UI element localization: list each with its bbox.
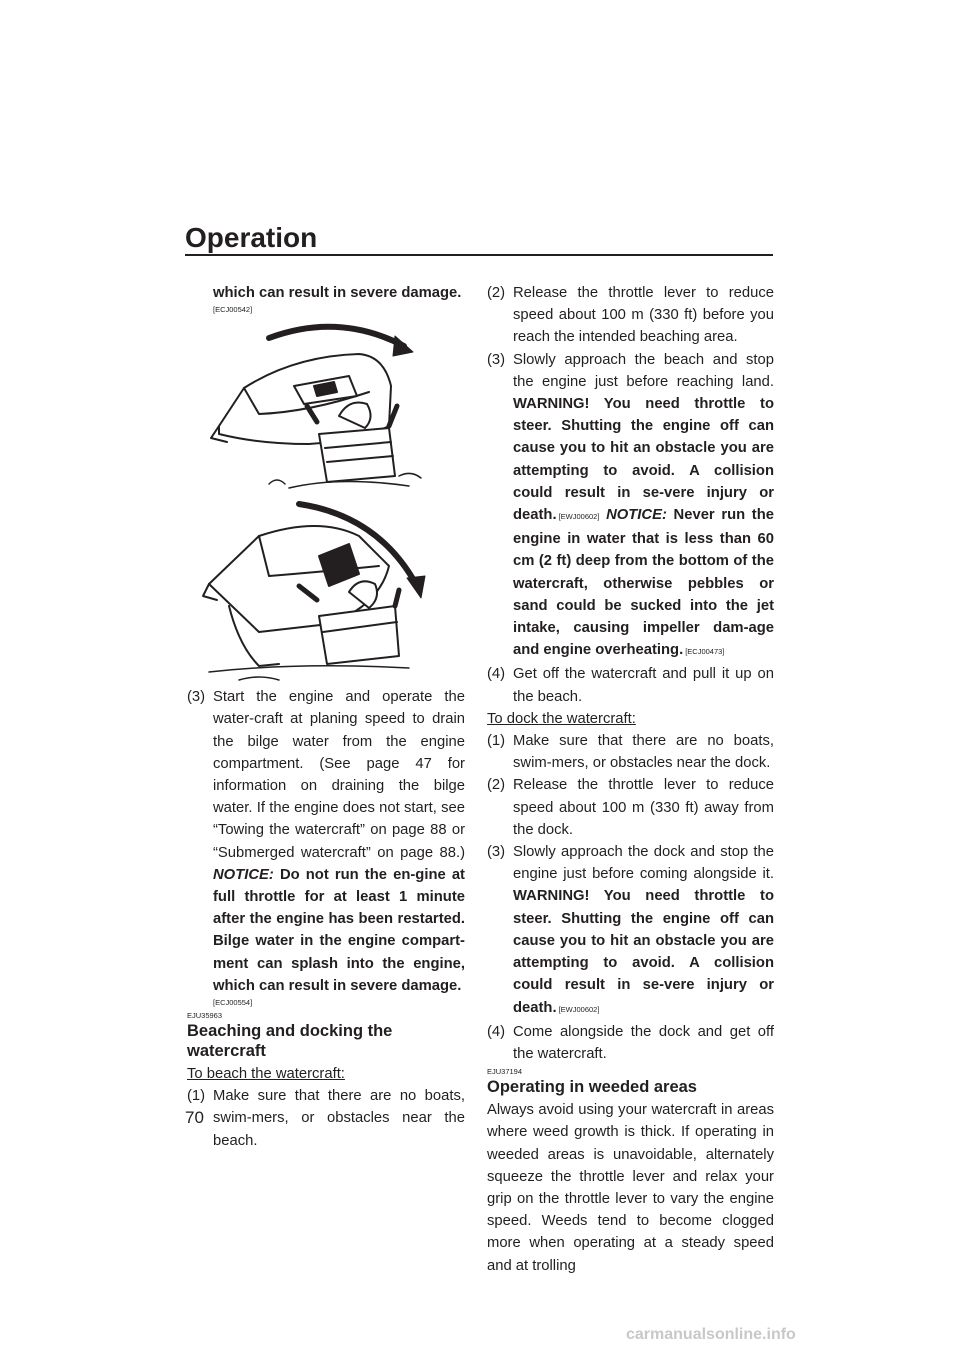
dock-step-4-number: (4) (487, 1023, 506, 1040)
dock-step-3-text: Slowly approach the dock and stop the engine just before coming alongside it. (513, 844, 774, 883)
beach-step-3 (487, 349, 774, 664)
warning-text: WARNING! You need throttle to steer. Shutting the engine off can cause you to hit an obstacle you are attempting to avoid. A collision could result in se-vere injury or death. (513, 396, 774, 524)
beach-step-1 (187, 1085, 465, 1152)
dock-step-3-number: (3) (487, 844, 506, 861)
continued-notice: which can result in severe damage. (213, 285, 462, 301)
section-heading-weeded: Operating in weeded areas (487, 1078, 697, 1097)
step-3-code: [ECJ00554] (213, 998, 253, 1008)
beach-step-1-number: (1) (187, 1088, 206, 1105)
dock-step-1-number: (1) (487, 733, 506, 750)
step-3-text: Start the engine and operate the water-craft at planing speed to drain the bilge water from the engine compartment. (See page 47 for information on draining the bilge water. If the engine does not start, see “Towing the watercraft” on page 88 or “Submerged watercraft” on page 88.) (213, 689, 465, 861)
beach-step-2 (487, 282, 774, 349)
step-3 (187, 686, 465, 1009)
beach-step-4 (487, 663, 774, 707)
left-column (187, 282, 465, 1152)
notice-label: NOTICE: (213, 866, 274, 883)
dock-step-1 (487, 730, 774, 774)
beach-step-2-number: (2) (487, 285, 506, 301)
subheading-beach: To beach the watercraft: (187, 1066, 345, 1083)
notice-label: NOTICE: (606, 507, 667, 524)
subheading-dock: To dock the watercraft: (487, 710, 636, 727)
beach-step-4-number: (4) (487, 666, 506, 683)
section-code: EJU35963 (187, 1011, 223, 1021)
beach-step-3-number: (3) (487, 351, 506, 368)
notice-text: Never run the engine in water that is less than 60 cm (2 ft) deep from the bottom of the watercraft, otherwise pebbles or sand could be sucked into the jet intake, causing impeller dam-age and engine overheating. (513, 507, 774, 659)
section-heading-beaching: Beaching and docking the watercraft (187, 1022, 393, 1061)
notice-text: Do not run the en-gine at full throttle for at least 1 minute after the engine has been restarted. Bilge water in the engine compart-ment can splash into the engine, which can result in severe damage. (213, 866, 465, 994)
notice-code: [ECJ00473] (685, 647, 725, 657)
beach-step-2-text: Release the throttle lever to reduce speed about 100 m (330 ft) before you reach the intended beaching area. (513, 285, 774, 346)
dock-step-3 (487, 841, 774, 1021)
warning-code: [EWJ00602] (558, 512, 600, 522)
title-rule (185, 254, 773, 256)
page-number: 70 (185, 1108, 204, 1127)
dock-step-2-number: (2) (487, 777, 506, 794)
weeded-paragraph: Always avoid using your watercraft in areas where weed growth is thick. If operating in weeded areas is unavoidable, alternately squeeze the throttle lever and relax your grip on the throttle lever to vary the engine speed. Weeds tend to become clogged more when operating at a steady speed and at trolling (487, 1102, 774, 1274)
dock-step-2-text: Release the throttle lever to reduce speed about 100 m (330 ft) away from the dock. (513, 777, 774, 838)
notice-code: [ECJ00542] (213, 305, 253, 315)
beach-step-3-text: Slowly approach the beach and stop the engine just before reaching land. (513, 351, 774, 390)
warning-code: [EWJ00602] (558, 1004, 600, 1014)
warning-text: WARNING! You need throttle to steer. Shutting the engine off can cause you to hit an obstacle you are attempting to avoid. A collision could result in se-vere injury or death. (513, 888, 774, 1016)
illustration-righting-watercraft-top (199, 316, 434, 496)
dock-step-1-text: Make sure that there are no boats, swim-mers, or obstacles near the dock. (513, 733, 774, 772)
step-3-number: (3) (187, 689, 206, 706)
page-title: Operation (185, 222, 318, 253)
dock-step-2 (487, 774, 774, 841)
dock-step-4 (487, 1021, 774, 1065)
beach-step-4-text: Get off the watercraft and pull it up on the beach. (513, 666, 774, 705)
section-code: EJU37194 (487, 1067, 523, 1077)
illustration-righting-watercraft-bottom (199, 496, 434, 686)
beach-step-1-text: Make sure that there are no boats, swim-mers, or obstacles near the beach. (213, 1088, 465, 1149)
dock-step-4-text: Come alongside the dock and get off the watercraft. (513, 1023, 774, 1062)
right-column (487, 282, 774, 1277)
watermark: carmanualsonline.info (626, 1326, 796, 1343)
